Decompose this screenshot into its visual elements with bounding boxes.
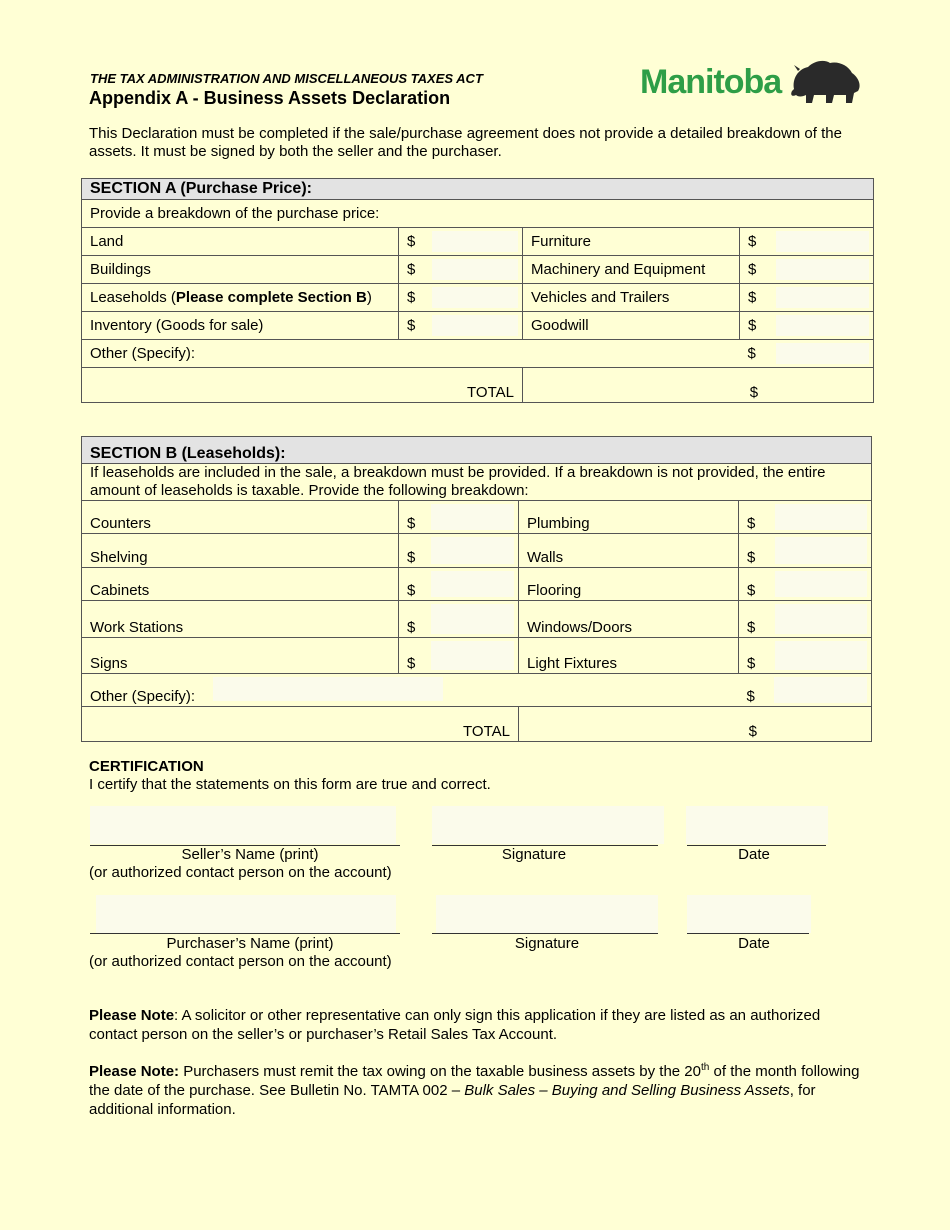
label-buildings: Buildings [82, 256, 399, 284]
purchaser-signature-line [432, 933, 658, 934]
manitoba-logo [638, 57, 864, 107]
vehicles-amount[interactable]: $ [740, 284, 874, 312]
label-signs: Signs [82, 638, 399, 674]
seller-signature-label: Signature [501, 846, 567, 863]
seller-authorized-note: (or authorized contact person on the account) [89, 864, 392, 881]
machinery-amount[interactable]: $ [740, 256, 874, 284]
act-title: THE TAX ADMINISTRATION AND MISCELLANEOUS TAXES ACT [90, 71, 483, 86]
purchaser-name-input[interactable] [96, 895, 396, 933]
light-fixtures-amount[interactable]: $ [739, 638, 872, 674]
certification-heading: CERTIFICATION [89, 758, 204, 775]
shelving-amount[interactable]: $ [399, 534, 519, 568]
total-a-label: TOTAL [82, 368, 523, 403]
purchaser-date-input[interactable] [687, 895, 811, 933]
label-counters: Counters [82, 501, 399, 534]
seller-date-label: Date [738, 846, 770, 863]
purchaser-name-line [90, 933, 400, 934]
signs-amount[interactable]: $ [399, 638, 519, 674]
total-a-amount[interactable]: $ [523, 368, 874, 403]
section-a-heading: SECTION A (Purchase Price): [82, 179, 874, 200]
label-plumbing: Plumbing [519, 501, 739, 534]
purchaser-signature-input[interactable] [436, 895, 658, 933]
label-work-stations: Work Stations [82, 601, 399, 638]
note-remit: Please Note: Purchasers must remit the tax owing on the taxable business assets by the 20th of the month following the date of the purchase. See Bulletin No. TAMTA 002 – Bulk Sales – Buying and Selling Business Assets, for additional information. [89, 1062, 860, 1118]
label-other-a[interactable]: Other (Specify): [82, 340, 740, 368]
purchaser-date-line [687, 933, 809, 934]
bison-icon [791, 61, 859, 103]
seller-date-input[interactable] [686, 806, 828, 844]
seller-signature-input[interactable] [432, 806, 664, 844]
goodwill-amount[interactable]: $ [740, 312, 874, 340]
intro-text: This Declaration must be completed if the sale/purchase agreement does not provide a detailed breakdown of the assets. It must be signed by both the seller and the purchaser. [89, 125, 842, 160]
purchaser-authorized-note: (or authorized contact person on the account) [89, 953, 392, 970]
inventory-amount[interactable]: $ [399, 312, 523, 340]
seller-name-input[interactable] [90, 806, 396, 844]
work-stations-amount[interactable]: $ [399, 601, 519, 638]
label-land: Land [82, 228, 399, 256]
label-furniture: Furniture [523, 228, 740, 256]
section-b-table [81, 436, 872, 742]
cabinets-amount[interactable]: $ [399, 568, 519, 601]
flooring-amount[interactable]: $ [739, 568, 872, 601]
page-title: Appendix A - Business Assets Declaration [89, 88, 451, 108]
furniture-amount[interactable]: $ [740, 228, 874, 256]
walls-amount[interactable]: $ [739, 534, 872, 568]
label-windows-doors: Windows/Doors [519, 601, 739, 638]
logo-text: Manitoba [640, 63, 782, 101]
label-light-fixtures: Light Fixtures [519, 638, 739, 674]
plumbing-amount[interactable]: $ [739, 501, 872, 534]
label-goodwill: Goodwill [523, 312, 740, 340]
total-b-amount[interactable]: $ [519, 707, 872, 742]
section-b-instruction: If leaseholds are included in the sale, a breakdown must be provided. If a breakdown is not provided, the entire amount of leaseholds is taxable. Provide the following breakdown: [82, 464, 872, 501]
label-machinery: Machinery and Equipment [523, 256, 740, 284]
bulletin-title: Bulk Sales – Buying and Selling Business Assets [464, 1082, 790, 1099]
section-a-table [81, 178, 874, 403]
label-vehicles: Vehicles and Trailers [523, 284, 740, 312]
section-b-heading: SECTION B (Leaseholds): [82, 437, 872, 464]
purchaser-signature-label: Signature [514, 935, 580, 952]
purchaser-name-label: Purchaser’s Name (print) [166, 935, 334, 952]
section-a-instruction: Provide a breakdown of the purchase price: [82, 200, 874, 228]
other-a-amount[interactable]: $ [740, 340, 874, 368]
label-walls: Walls [519, 534, 739, 568]
leaseholds-amount[interactable]: $ [399, 284, 523, 312]
windows-doors-amount[interactable]: $ [739, 601, 872, 638]
label-other-b[interactable]: Other (Specify): [82, 674, 739, 707]
buildings-amount[interactable]: $ [399, 256, 523, 284]
label-cabinets: Cabinets [82, 568, 399, 601]
certification-text: I certify that the statements on this form are true and correct. [89, 776, 491, 793]
label-leaseholds: Leaseholds (Please complete Section B) [82, 284, 399, 312]
counters-amount[interactable]: $ [399, 501, 519, 534]
land-amount[interactable]: $ [399, 228, 523, 256]
label-inventory: Inventory (Goods for sale) [82, 312, 399, 340]
total-b-label: TOTAL [82, 707, 519, 742]
label-flooring: Flooring [519, 568, 739, 601]
purchaser-date-label: Date [738, 935, 770, 952]
note-authorized: Please Note: A solicitor or other representative can only sign this application if they are listed as an authorized contact person on the seller’s or purchaser’s Retail Sales Tax Account. [89, 1007, 821, 1043]
seller-name-label: Seller’s Name (print) [181, 846, 319, 863]
label-shelving: Shelving [82, 534, 399, 568]
other-b-amount[interactable]: $ [739, 674, 872, 707]
